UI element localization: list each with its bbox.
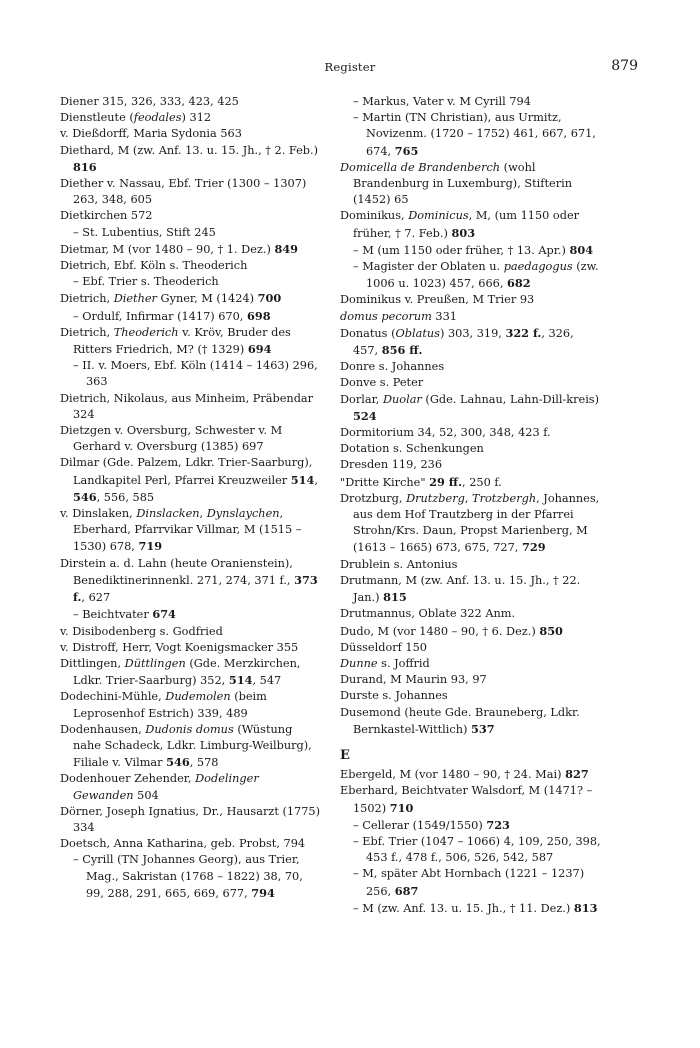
index-entry: Diener 315, 326, 333, 423, 425 [60, 95, 239, 108]
index-entry: Diether v. Nassau, Ebf. Trier (1300 – 1307) 263, 348, 605 [60, 177, 307, 207]
index-entry: Dörner, Joseph Ignatius, Dr., Hausarzt (1775) 334 [60, 804, 321, 834]
index-entry: Dietrich, Theoderich v. Kröv, Bruder des Ritters Friedrich, M? († 1329) 694 [60, 325, 291, 357]
index-entry: Dresden 119, 236 [340, 458, 443, 472]
index-entry: Dudo, M (vor 1480 – 90, † 6. Dez.) 850 [340, 623, 563, 638]
index-entry: "Dritte Kirche" 29 ff., 250 f. [340, 474, 502, 489]
index-entry: v. Dinslaken, Dinslacken, Dynslaychen, Eberhard, Pfarrvikar Villmar, M (1515 – 1530) 678, 719 [60, 507, 302, 554]
index-entry: Dietzgen v. Oversburg, Schwester v. M Gerhard v. Oversburg (1385) 697 [60, 424, 283, 454]
section-letter: E [340, 747, 350, 763]
index-entry: Dodenhausen, Dudonis domus (Wüstung nahe Schadeck, Ldkr. Limburg-Weilburg), Filiale v. Vilmar 546, 578 [60, 722, 312, 770]
index-subentry: – Magister der Oblaten u. paedagogus (zw. 1006 u. 1023) 457, 666, 682 [353, 260, 599, 291]
index-entry: Dietrich, Nikolaus, aus Minheim, Präbendar 324 [60, 391, 314, 421]
index-subentry: – M (zw. Anf. 13. u. 15. Jh., † 11. Dez.) 813 [353, 900, 598, 915]
index-entry: Dominikus, Dominicus, M, (um 1150 oder früher, † 7. Feb.) 803 [340, 209, 580, 240]
index-subentry: – Ordulf, Infirmar (1417) 670, 698 [73, 308, 271, 323]
index-subentry: – M, später Abt Hornbach (1221 – 1237) 256, 687 [353, 867, 585, 898]
index-entry: Dusemond (heute Gde. Brauneberg, Ldkr. Bernkastel-Wittlich) 537 [340, 705, 580, 736]
index-entry: Dilmar (Gde. Palzem, Ldkr. Trier-Saarburg), Landkapitel Perl, Pfarrei Kreuzweiler 514, 546, 556, 585 [60, 456, 318, 504]
index-subentry: – Beichtvater 674 [73, 607, 176, 622]
index-entry: Donatus (Oblatus) 303, 319, 322 f., 326, 457, 856 ff. [340, 325, 574, 358]
index-entry: v. Dießdorff, Maria Sydonia 563 [60, 127, 242, 141]
index-entry: v. Distroff, Herr, Vogt Koenigsmacker 355 [60, 640, 299, 654]
running-head: Register [324, 60, 376, 74]
index-subentry: – M (um 1150 oder früher, † 13. Apr.) 804 [353, 242, 594, 257]
index-entry: Diethard, M (zw. Anf. 13. u. 15. Jh., † 2. Feb.) 816 [60, 143, 319, 174]
index-subentry: – Ebf. Trier s. Theoderich [73, 275, 219, 289]
index-column-right [340, 94, 602, 917]
index-entry: Durand, M Maurin 93, 97 [340, 673, 487, 687]
index-entry: Drublein s. Antonius [340, 557, 458, 571]
index-entry: Dormitorium 34, 52, 300, 348, 423 f. [340, 426, 551, 440]
index-entry: Eberhard, Beichtvater Walsdorf, M (1471? – 1502) 710 [340, 784, 593, 815]
index-entry: Doetsch, Anna Katharina, geb. Probst, 794 [60, 837, 306, 851]
index-entry: v. Disibodenberg s. Godfried [60, 624, 223, 638]
index-entry: Dietmar, M (vor 1480 – 90, † 1. Dez.) 849 [60, 241, 299, 256]
index-entry: Dominikus v. Preußen, M Trier 93 [340, 293, 535, 307]
index-entry: domus pecorum 331 [340, 309, 457, 323]
index-entry: Ebergeld, M (vor 1480 – 90, † 24. Mai) 827 [340, 767, 589, 782]
page-header [60, 58, 640, 78]
index-entry: Düsseldorf 150 [340, 640, 427, 654]
index-subentry: – St. Lubentius, Stift 245 [73, 225, 216, 239]
index-entry: Dietrich, Ebf. Köln s. Theoderich [60, 259, 248, 273]
index-entry: Dotation s. Schenkungen [340, 442, 484, 456]
index-entry: Domicella de Brandenberch (wohl Brandenburg in Luxemburg), Stifterin (1452) 65 [340, 160, 572, 207]
index-subentry: – Cyrill (TN Johannes Georg), aus Trier, Mag., Sakristan (1768 – 1822) 38, 70, 99, 288, 291, 665, 669, 677, 794 [73, 853, 303, 900]
index-entry: Donve s. Peter [340, 376, 424, 390]
index-entry: Drutmann, M (zw. Anf. 13. u. 15. Jh., † 22. Jan.) 815 [340, 573, 581, 605]
index-entry: Dirstein a. d. Lahn (heute Oranienstein), Benediktinerinnenkl. 271, 274, 371 f., 373 f., 627 [60, 556, 318, 605]
index-entry: Dienstleute (feodales) 312 [60, 111, 212, 125]
index-subentry: – Cellerar (1549/1550) 723 [353, 817, 510, 832]
index-entry: Drutmannus, Oblate 322 Anm. [340, 607, 516, 621]
index-entry: Durste s. Johannes [340, 689, 448, 703]
index-subentry: – Markus, Vater v. M Cyrill 794 [353, 95, 531, 108]
index-subentry: – Martin (TN Christian), aus Urmitz, Novizenm. (1720 – 1752) 461, 667, 671, 674, 765 [353, 111, 596, 158]
index-entry: Dodechini-Mühle, Dudemolen (beim Leprosenhof Estrich) 339, 489 [60, 690, 267, 720]
index-subentry: – II. v. Moers, Ebf. Köln (1414 – 1463) 296, 363 [73, 359, 318, 389]
index-entry: Dorlar, Duolar (Gde. Lahnau, Lahn-Dill-kreis) 524 [340, 392, 600, 423]
index-subentry: – Ebf. Trier (1047 – 1066) 4, 109, 250, 398, 453 f., 478 f., 506, 526, 542, 587 [353, 834, 601, 865]
index-entry: Drotzburg, Drutzberg, Trotzbergh, Johannes, aus dem Hof Trautzberg in der Pfarrei Strohn/Krs. Daun, Propst Marienberg, M (1613 – 1665) 673, 675, 727, 729 [340, 491, 600, 555]
index-entry: Dodenhouer Zehender, Dodelinger Gewanden 504 [60, 772, 259, 802]
index-column-left [60, 94, 322, 902]
page-number: 879 [611, 58, 638, 74]
index-entry: Dittlingen, Düttlingen (Gde. Merzkirchen, Ldkr. Trier-Saarburg) 352, 514, 547 [60, 656, 301, 688]
index-entry: Dietkirchen 572 [60, 209, 153, 223]
index-entry: Dietrich, Diether Gyner, M (1424) 700 [60, 291, 282, 306]
index-entry: Dunne s. Joffrid [340, 656, 430, 670]
index-entry: Donre s. Johannes [340, 360, 445, 374]
